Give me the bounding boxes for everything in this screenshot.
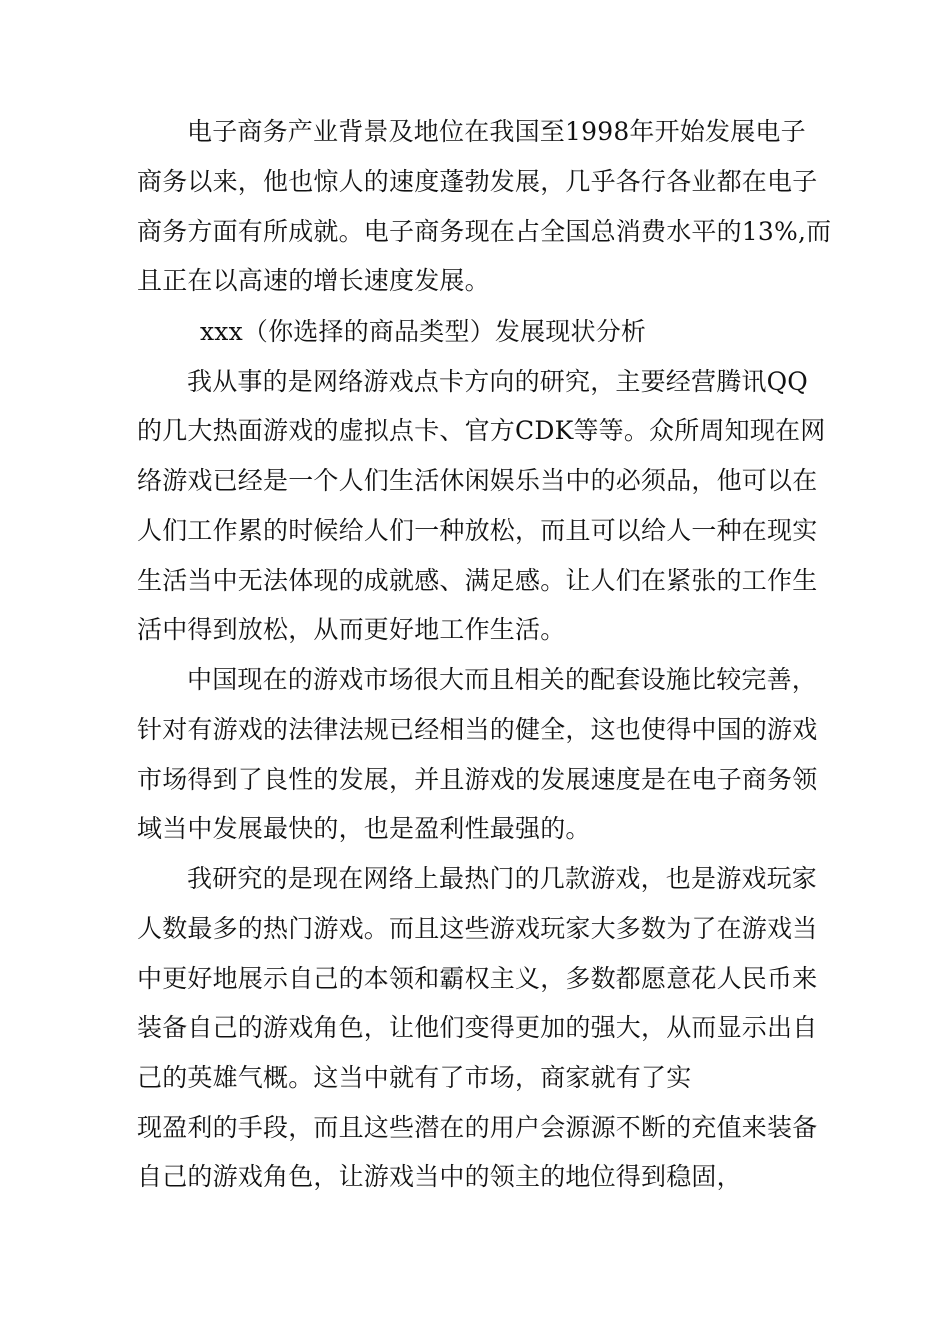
paragraph-line: 自己的游戏角色，让游戏当中的领主的地位得到稳固， [137, 1162, 742, 1191]
paragraph-line: 中国现在的游戏市场很大而且相关的配套设施比较完善， [187, 665, 818, 694]
paragraph-line: 生活当中无法体现的成就感、满足感。让人们在紧张的工作生 [137, 566, 818, 595]
paragraph-line: 现盈利的手段，而且这些潜在的用户会源源不断的充值来装备 [137, 1113, 818, 1142]
paragraph-line: 针对有游戏的法律法规已经相当的健全，这也使得中国的游戏 [137, 715, 818, 744]
paragraph-line: 人们工作累的时候给人们一种放松，而且可以给人一种在现实 [137, 516, 818, 545]
paragraph-line: 域当中发展最快的，也是盈利性最强的。 [137, 814, 591, 843]
paragraph-line: 装备自己的游戏角色，让他们变得更加的强大，从而显示出自 [137, 1013, 818, 1042]
paragraph-line: 市场得到了良性的发展，并且游戏的发展速度是在电子商务领 [137, 765, 818, 794]
paragraph-line: 人数最多的热门游戏。而且这些游戏玩家大多数为了在游戏当 [137, 914, 818, 943]
paragraph-line: 我研究的是现在网络上最热门的几款游戏，也是游戏玩家 [187, 864, 818, 893]
paragraph-line: 的几大热面游戏的虚拟点卡、官方CDK等等。众所周知现在网 [137, 416, 826, 445]
paragraph-line: 中更好地展示自己的本领和霸权主义，多数都愿意花人民币来 [137, 964, 818, 993]
paragraph-line: 电子商务产业背景及地位在我国至1998年开始发展电子 [187, 117, 806, 146]
paragraph-line: 我从事的是网络游戏点卡方向的研究，主要经营腾讯QQ [187, 367, 808, 396]
section-heading: xxx（你选择的商品类型）发展现状分析 [200, 317, 647, 346]
paragraph-line: 且正在以高速的增长速度发展。 [137, 266, 490, 295]
paragraph-line: 己的英雄气概。这当中就有了市场，商家就有了实 [137, 1063, 692, 1092]
paragraph-line: 商务方面有所成就。电子商务现在占全国总消费水平的13%,而 [137, 217, 832, 246]
paragraph-line: 活中得到放松，从而更好地工作生活。 [137, 615, 566, 644]
paragraph-line: 商务以来，他也惊人的速度蓬勃发展，几乎各行各业都在电子 [137, 167, 818, 196]
paragraph-line: 络游戏已经是一个人们生活休闲娱乐当中的必须品，他可以在 [137, 466, 818, 495]
